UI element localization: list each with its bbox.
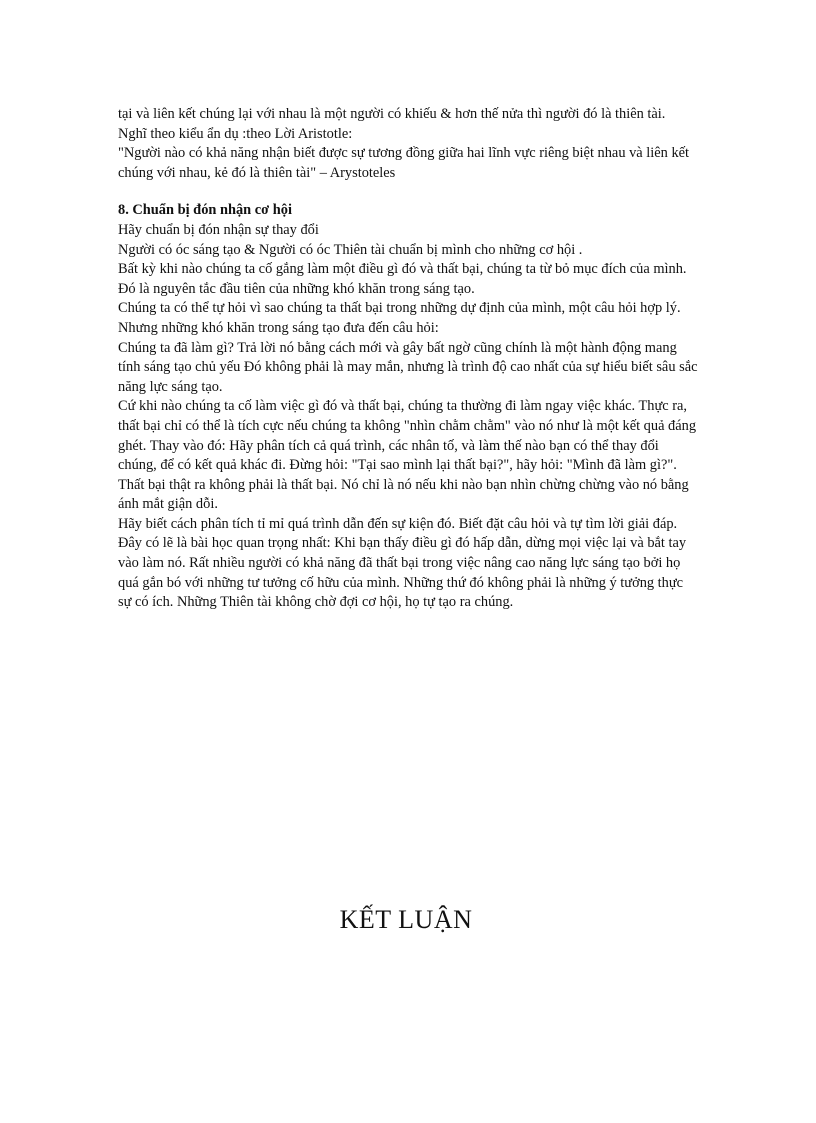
document-body — [118, 105, 700, 613]
paragraph-that-bai: Bất kỳ khi nào chúng ta cố gắng làm một điều gì đó và thất bại, chúng ta từ bỏ mục đích của mình. Đó là nguyên tắc đầu tiên của những khó khăn trong sáng tạo. — [118, 261, 687, 297]
paragraph-tu-hoi: Chúng ta có thể tự hỏi vì sao chúng ta thất bại trong những dự định của mình, một câu hỏi hợp lý. — [118, 300, 681, 317]
paragraph-chuan-bi: Hãy chuẩn bị đón nhận sự thay đổi — [118, 221, 319, 238]
paragraph-bai-hoc: Đây có lẽ là bài học quan trọng nhất: Khi bạn thấy điều gì đó hấp dẫn, dừng mọi việc lại và bắt tay vào làm nó. Rất nhiều người có khả năng đã thất bại trong việc nâng cao năng lực sáng tạo bởi họ quá gắn bó với những tư tưởng cố hữu của mình. Những thứ đó không phải là những ý tưởng thực sự có ích. Những Thiên tài không chờ đợi cơ hội, họ tự tạo ra chúng. — [118, 535, 687, 611]
paragraph-viec-khac: Cứ khi nào chúng ta cố làm việc gì đó và thất bại, chúng ta thường đi làm ngay việc khác. Thực ra, thất bại chỉ có thể là tích cực nếu chúng ta không "nhìn chằm chằm" vào nó như là một kết quả đáng ghét. Thay vào đó: Hãy phân tích cả quá trình, các nhân tố, và làm thế nào bạn có thể thay đổi chúng, để có kết quả khác đi. Đừng hỏi: "Tại sao mình lại thất bại?", hãy hỏi: "Mình đã làm gì?". — [118, 398, 697, 474]
section-heading: 8. Chuẩn bị đón nhận cơ hội — [118, 202, 292, 219]
paragraph-da-lam-gi: Chúng ta đã làm gì? Trả lời nó bằng cách mới và gây bất ngờ cũng chính là một hành động mang tính sáng tạo chủ yếu Đó không phải là may mắn, nhưng là trình độ cao nhất của sự hiểu biết sâu sắc năng lực sáng tạo. — [118, 339, 698, 395]
paragraph-an-du: Nghĩ theo kiểu ẩn dụ :theo Lời Aristotle: — [118, 125, 353, 142]
paragraph-gian-doi: Thất bại thật ra không phải là thất bại. Nó chỉ là nó nếu khi nào bạn nhìn chừng chừng vào nó bằng ánh mắt giận dỗi. — [118, 476, 689, 513]
paragraph-cau-hoi: Nhưng những khó khăn trong sáng tạo đưa đến câu hỏi: — [118, 319, 439, 336]
paragraph-aristotle-quote: "Người nào có khả năng nhận biết được sự tương đồng giữa hai lĩnh vực riêng biệt nhau và liên kết chúng với nhau, kẻ đó là thiên tài" – Arystoteles — [118, 145, 690, 181]
paragraph-thien-tai: tại và liên kết chúng lại với nhau là một người có khiếu & hơn thế nửa thì người đó là thiên tài. — [118, 106, 666, 122]
paragraph-phan-tich: Hãy biết cách phân tích tỉ mỉ quá trình dẫn đến sự kiện đó. Biết đặt câu hỏi và tự tìm lời giải đáp. — [118, 515, 678, 532]
conclusion-title: KẾT LUẬN — [339, 905, 473, 934]
paragraph-co-hoi: Người có óc sáng tạo & Người có óc Thiên tài chuẩn bị mình cho những cơ hội . — [118, 241, 583, 258]
